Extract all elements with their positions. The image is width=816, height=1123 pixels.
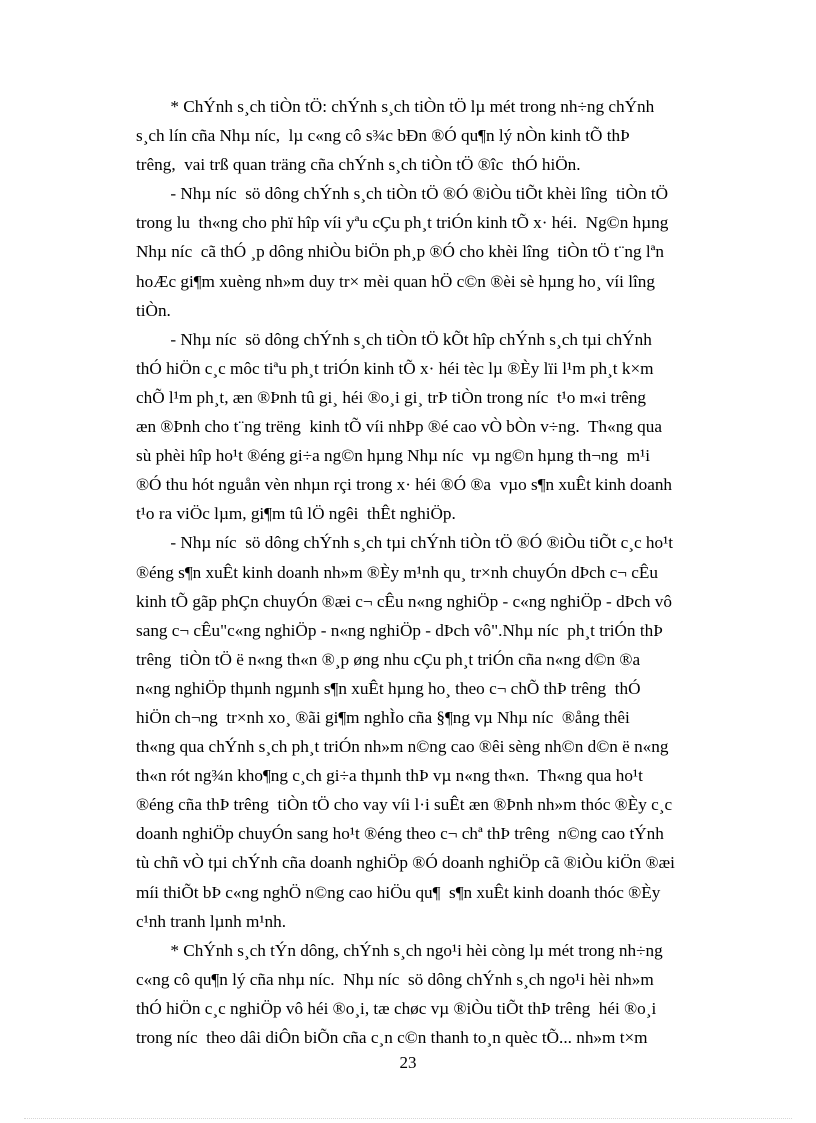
paragraph-credit-foreign-exchange (136, 936, 738, 1052)
text-line: trêng, vai trß quan träng cña chÝnh s¸ch tiÒn tÖ ®îc thÓ hiÖn. (136, 155, 581, 175)
text-line: ®Ó thu hót nguån vèn nhµn rçi trong x· héi ®Ó ®a vµo s¶n xuÊt kinh doanh (136, 475, 673, 495)
paragraph-business-regulation (136, 528, 738, 935)
text-line: - Nhµ níc sö dông chÝnh s¸ch tiÒn tÖ ®Ó ®iÒu tiÕt khèi lîng tiÒn tÖ (136, 184, 669, 204)
text-line: * ChÝnh s¸ch tiÒn tÖ: chÝnh s¸ch tiÒn tÖ lµ mét trong nh÷ng chÝnh (136, 97, 655, 116)
text-line: tù chñ vÒ tµi chÝnh cña doanh nghiÖp ®Ó doanh nghiÖp cã ®iÒu kiÖn ®æi (136, 853, 675, 873)
text-line: n«ng nghiÖp thµnh ngµnh s¶n xuÊt hµng ho¸ theo c¬ chÕ thÞ trêng thÓ (136, 678, 641, 698)
text-line: Nhµ níc cã thÓ ¸p dông nhiÒu biÖn ph¸p ®Ó cho khèi lîng tiÒn tÖ t¨ng lªn (136, 242, 664, 262)
text-line: th«ng qua chÝnh s¸ch ph¸t triÓn nh»m n©ng cao ®êi sèng nh©n d©n ë n«ng (136, 737, 669, 757)
text-line: thÓ hiÖn c¸c nghiÖp vô héi ®o¸i, tæ chøc vµ ®iÒu tiÕt thÞ trêng héi ®o¸i (136, 998, 657, 1018)
text-line: * ChÝnh s¸ch tÝn dông, chÝnh s¸ch ngo¹i hèi còng lµ mét trong nh÷ng (136, 940, 663, 960)
text-line: - Nhµ níc sö dông chÝnh s¸ch tµi chÝnh tiÒn tÖ ®Ó ®iÒu tiÕt c¸c ho¹t (136, 533, 674, 553)
page-number: 23 (399, 1053, 417, 1072)
document-body (136, 92, 738, 1052)
text-line: kinh tÕ gãp phÇn chuyÓn ®æi c¬ cÊu n«ng nghiÖp - c«ng nghiÖp - dÞch vô (136, 591, 672, 611)
page-edge-divider (24, 1118, 792, 1119)
text-line: sù phèi hîp ho¹t ®éng gi÷a ng©n hµng Nhµ níc vµ ng©n hµng th¬ng m¹i (136, 446, 651, 466)
paragraph-monetary-policy-intro (136, 92, 738, 179)
text-line: hiÖn ch¬ng tr×nh xo¸ ®ãi gi¶m nghÌo cña §¶ng vµ Nhµ níc ®ång thêi (136, 707, 630, 727)
text-line: hoÆc gi¶m xuèng nh»m duy tr× mèi quan hÖ c©n ®èi sè hµng ho¸ víi lîng (136, 271, 655, 291)
text-line: æn ®Þnh cho t¨ng trëng kinh tÕ víi nhÞp ®é cao vÒ bÒn v÷ng. Th«ng qua (136, 417, 662, 437)
text-line: tiÒn. (136, 300, 171, 320)
text-line: chÕ l¹m ph¸t, æn ®Þnh tû gi¸ héi ®o¸i gi¸ trÞ tiÒn trong níc t¹o m«i trêng (136, 387, 646, 407)
text-line: t¹o ra viÖc lµm, gi¶m tû lÖ ngêi thÊt nghiÖp. (136, 504, 456, 524)
text-line: th«n rót ng¾n kho¶ng c¸ch gi÷a thµnh thÞ vµ n«ng th«n. Th«ng qua ho¹t (136, 766, 643, 786)
text-line: ®éng cña thÞ trêng tiÒn tÖ cho vay víi l·i suÊt æn ®Þnh nh»m thóc ®Èy c¸c (136, 795, 673, 815)
text-line: c«ng cô qu¶n lý cña nhµ níc. Nhµ níc sö dông chÝnh s¸ch ngo¹i hèi nh»m (136, 969, 654, 989)
paragraph-money-supply (136, 179, 738, 324)
text-line: trong lu th«ng cho phï hîp víi yªu cÇu ph¸t triÓn kinh tÕ x· héi. Ng©n hµng (136, 213, 669, 233)
text-line: sang c¬ cÊu"c«ng nghiÖp - n«ng nghiÖp - dÞch vô".Nhµ níc ph¸t triÓn thÞ (136, 620, 663, 640)
paragraph-fiscal-combination (136, 325, 738, 529)
text-line: trêng tiÒn tÖ ë n«ng th«n ®¸p øng nhu cÇu ph¸t triÓn cña n«ng d©n ®a (136, 649, 641, 669)
text-line: s¸ch lín cña Nhµ níc, lµ c«ng cô s¾c bÐn ®Ó qu¶n lý nÒn kinh tÕ thÞ (136, 126, 630, 146)
text-line: thÓ hiÖn c¸c môc tiªu ph¸t triÓn kinh tÕ x· héi tèc lµ ®Èy lïi l¹m ph¸t k×m (136, 358, 654, 378)
text-line: ®éng s¶n xuÊt kinh doanh nh»m ®Èy m¹nh qu¸ tr×nh chuyÓn dÞch c¬ cÊu (136, 562, 658, 582)
text-line: - Nhµ níc sö dông chÝnh s¸ch tiÒn tÖ kÕt hîp chÝnh s¸ch tµi chÝnh (136, 329, 652, 349)
text-line: míi thiÕt bÞ c«ng nghÖ n©ng cao hiÖu qu¶ s¶n xuÊt kinh doanh thóc ®Èy (136, 882, 661, 902)
text-line: c¹nh tranh lµnh m¹nh. (136, 911, 287, 931)
text-line: doanh nghiÖp chuyÓn sang ho¹t ®éng theo c¬ chª thÞ trêng n©ng cao tÝnh (136, 824, 664, 844)
text-line: trong níc theo dâi diÔn biÕn cña c¸n c©n thanh to¸n quèc tÕ... nh»m t×m (136, 1028, 648, 1047)
